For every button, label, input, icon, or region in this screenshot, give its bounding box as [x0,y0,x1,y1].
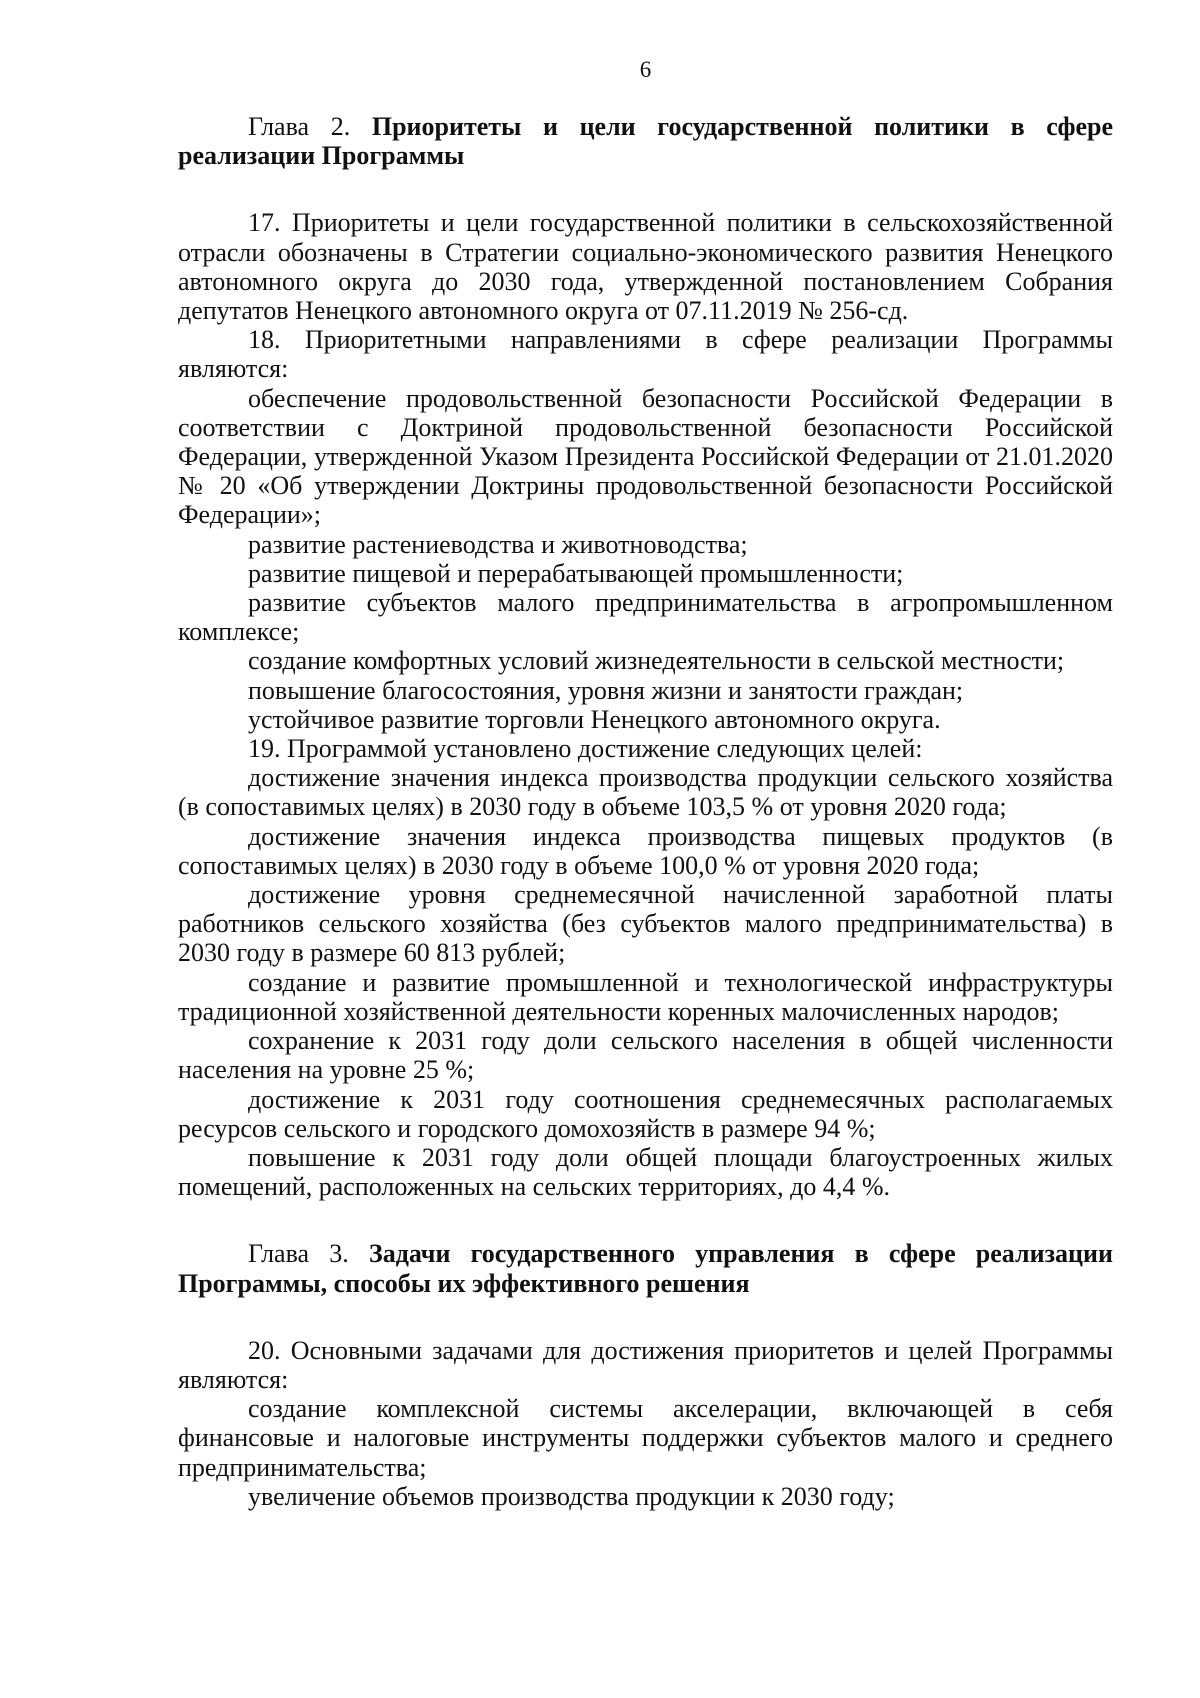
priority-item: устойчивое развитие торговли Ненецкого автономного округа. [248,704,941,734]
paragraph-20: 20. Основными задачами для достижения приоритетов и целей Программы являются: [178,1335,1113,1394]
chapter-3-heading [178,1239,1113,1297]
spacer [178,1201,1113,1239]
chapter-2-prefix: Глава 2. [248,112,351,141]
chapter-2-heading [178,112,1113,170]
priority-item: обеспечение продовольственной безопасности Российской Федерации в соответствии с Доктриной продовольственной безопасности Российской Федерации, утвержденной Указом Президента Российской Федерации от 21.01.2020 № 20 «Об утверждении Доктрины продовольственной безопасности Российской Федерации»; [178,383,1113,530]
goal-item: достижение к 2031 году соотношения среднемесячных располагаемых ресурсов сельского и городского домохозяйств в размере 94 %; [178,1084,1113,1143]
task-item: увеличение объемов производства продукции к 2030 году; [248,1481,895,1511]
page-number: 6 [639,57,652,82]
paragraph-18: 18. Приоритетными направлениями в сфере реализации Программы являются: [178,325,1113,384]
goal-item: достижение уровня среднемесячной начисленной заработной платы работников сельского хозяйства (без субъектов малого предпринимательства) в 2030 году в размере 60 813 рублей; [178,880,1113,968]
goal-item: сохранение к 2031 году доли сельского населения в общей численности населения на уровне 25 %; [178,1026,1113,1085]
paragraph-19: 19. Программой установлено достижение следующих целей: [248,734,923,764]
spacer [178,1298,1113,1336]
goal-item: повышение к 2031 году доли общей площади благоустроенных жилых помещений, расположенных на сельских территориях, до 4,4 %. [178,1142,1113,1202]
priority-item: развитие пищевой и перерабатывающей промышленности; [248,558,904,588]
document-content [178,112,1113,1511]
goal-item: достижение значения индекса производства пищевых продуктов (в сопоставимых целях) в 2030 году в объеме 100,0 % от уровня 2020 года; [178,821,1113,880]
priority-item: развитие растениеводства и животноводства; [248,529,748,559]
task-item: создание комплексной системы акселерации, включающей в себя финансовые и налоговые инструменты поддержки субъектов малого и среднего предпринимательства; [178,1394,1113,1482]
priority-item: развитие субъектов малого предпринимательства в агропромышленном комплексе; [178,588,1113,647]
chapter-3-title: Задачи государственного управления в сфере реализации Программы, способы их эффективного решения [178,1239,1113,1298]
goal-item: создание и развитие промышленной и технологической инфраструктуры традиционной хозяйственной деятельности коренных малочисленных народов; [178,967,1113,1026]
chapter-2-title: Приоритеты и цели государственной политики в сфере реализации Программы [178,112,1114,171]
goal-item: достижение значения индекса производства продукции сельского хозяйства (в сопоставимых целях) в 2030 году в объеме 103,5 % от уровня 2020 года; [178,763,1113,822]
chapter-3-prefix: Глава 3. [248,1239,349,1269]
priority-item: создание комфортных условий жизнедеятельности в сельской местности; [248,646,1065,676]
priority-item: повышение благосостояния, уровня жизни и занятости граждан; [248,675,964,705]
spacer [178,170,1113,208]
paragraph-17: 17. Приоритеты и цели государственной политики в сельскохозяйственной отрасли обозначены в Стратегии социально-экономического развития Ненецкого автономного округа до 2030 года, утвержденной постановлением Собрания депутатов Ненецкого автономного округа от 07.11.2019 № 256-сд. [178,208,1113,326]
